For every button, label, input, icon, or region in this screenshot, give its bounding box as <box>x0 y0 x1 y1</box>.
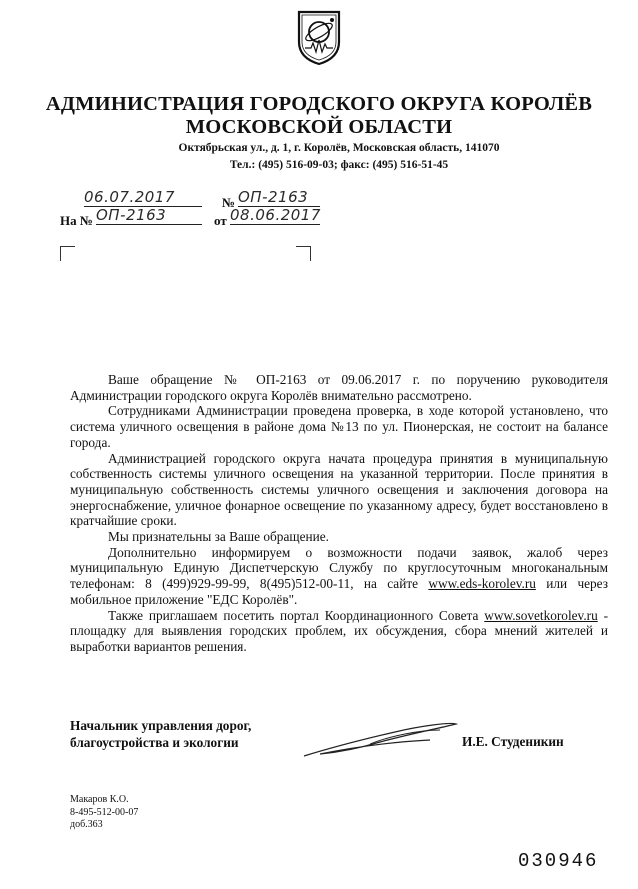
paragraph-2: Сотрудниками Администрации проведена проверка, в ходе которой установлено, что система уличного освещения в районе дома №13 по ул. Пионерская, не состоит на балансе города. <box>70 403 608 450</box>
paragraph-5: Дополнительно информируем о возможности подачи заявок, жалоб через муниципальную Единую Диспетчерскую Службу по круглосуточным многоканальным телефонам: 8 (499)929-99-99, 8(495)512-00-11, на сайте www.eds-korolev.ru или через мобильное приложение "ЕДС Королёв". <box>70 544 608 607</box>
org-address: Октябрьская ул., д. 1, г. Королёв, Московская область, 141070 <box>178 142 500 154</box>
ref-number: ОП-2163 <box>96 208 202 225</box>
ref-date-label: от <box>214 213 227 228</box>
org-name-line2: МОСКОВСКОЙ ОБЛАСТИ <box>185 116 453 138</box>
executor-name: Макаров К.О. <box>70 794 129 805</box>
coat-of-arms-icon <box>296 8 342 66</box>
executor-phone: 8-495-512-00-07 <box>70 806 139 818</box>
sovet-link[interactable]: www.sovetkorolev.ru <box>484 607 598 623</box>
paragraph-6: Также приглашаем посетить портал Координационного Совета www.sovetkorolev.ru - площадку для выявления городских проблем, их обсуждения, сбора мнений жителей и выработки вариантов решения. <box>70 607 608 654</box>
number-label: № <box>222 195 236 210</box>
handwritten-signature <box>300 718 460 760</box>
letter-body <box>70 372 608 655</box>
org-name-line1: АДМИНИСТРАЦИЯ ГОРОДСКОГО ОКРУГА КОРОЛЁВ <box>45 93 593 115</box>
paragraph-1: Ваше обращение № ОП-2163 от 09.06.2017 г. по поручению руководителя Администрации городского округа Королёв внимательно рассмотрено. <box>70 372 608 403</box>
ref-number-label: На № <box>60 213 93 228</box>
signer-title: Начальник управления дорог, благоустройства и экологии <box>70 718 252 750</box>
outgoing-number: ОП-2163 <box>238 190 320 207</box>
paragraph-3: Администрацией городского округа начата процедура принятия в муниципальную собственность системы уличного освещения на указанной территории. После принятия в муниципальную собственность системы уличного освещения и заключения договора на энергоснабжение, уличное фонарное освещение по указанному адресу, будет восстановлено в кратчайшие сроки. <box>70 450 608 529</box>
executor-info <box>70 794 138 832</box>
signer-name: И.Е. Студеникин <box>462 734 564 749</box>
org-phone: Тел.: (495) 516-09-03; факс: (495) 516-51-45 <box>229 159 449 171</box>
eds-link[interactable]: www.eds-korolev.ru <box>428 576 536 592</box>
document-serial-number: 030946 <box>518 850 599 872</box>
address-corner-left <box>60 246 75 261</box>
executor-ext: доб.363 <box>70 819 103 830</box>
ref-date: 08.06.2017 <box>230 206 321 224</box>
outgoing-date: 06.07.2017 <box>84 190 202 207</box>
address-corner-right <box>296 246 311 261</box>
paragraph-4: Мы признательны за Ваше обращение. <box>108 529 329 545</box>
